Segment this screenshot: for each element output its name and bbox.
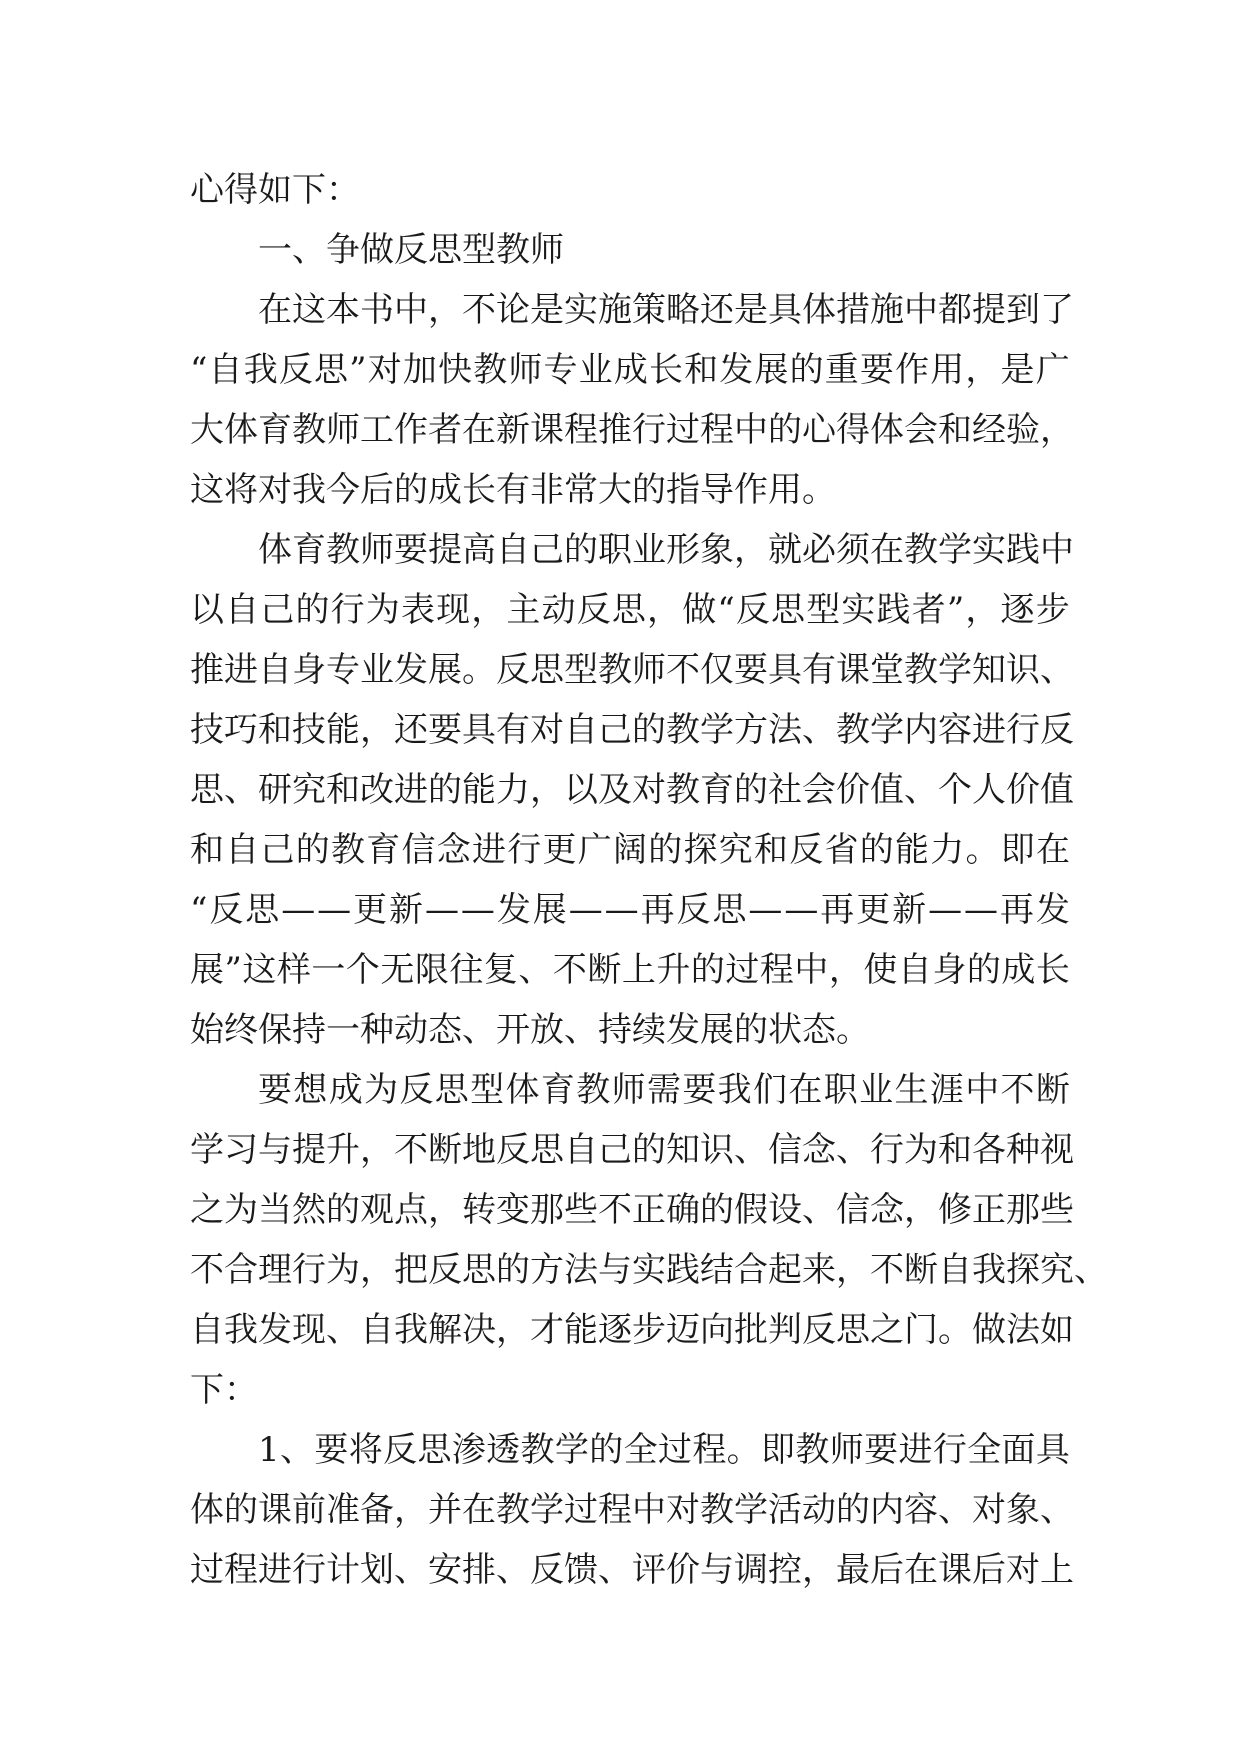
text-line: 体 的 课 前 准 备 ， 并 在 教 学 过 程 中 对 教 学 活 动 的 内 容 、 对 象 、 bbox=[190, 1490, 1074, 1530]
text-line: 以 自 己 的 行 为 表 现 ， 主 动 反 思 ， 做 “ 反 思 型 实 践 者 ” ， 逐 步 bbox=[190, 590, 1070, 630]
text-line: 之 为 当 然 的 观 点 ， 转 变 那 些 不 正 确 的 假 设 、 信 念 ， 修 正 那 些 bbox=[190, 1190, 1074, 1230]
text-line: 一、争做反思型教师 bbox=[258, 230, 564, 270]
text-line: 展 ” 这 样 一 个 无 限 往 复 、 不 断 上 升 的 过 程 中 ， 使 自 身 的 成 长 bbox=[190, 950, 1070, 990]
text-line: 在 这 本 书 中 ， 不 论 是 实 施 策 略 还 是 具 体 措 施 中 都 提 到 了 bbox=[258, 290, 1074, 330]
text-line: 下： bbox=[190, 1370, 258, 1410]
text-line: “ 反 思 — — 更 新 — — 发 展 — — 再 反 思 — — 再 更 新 — — 再 发 bbox=[190, 890, 1070, 930]
text-line: 学 习 与 提 升 ， 不 断 地 反 思 自 己 的 知 识 、 信 念 、 行 为 和 各 种 视 bbox=[190, 1130, 1074, 1170]
text-line: 过 程 进 行 计 划 、 安 排 、 反 馈 、 评 价 与 调 控 ， 最 后 在 课 后 对 上 bbox=[190, 1550, 1074, 1590]
text-line: 大 体 育 教 师 工 作 者 在 新 课 程 推 行 过 程 中 的 心 得 体 会 和 经 验 ， bbox=[190, 410, 1074, 450]
text-line: 不 合 理 行 为 ， 把 反 思 的 方 法 与 实 践 结 合 起 来 ， 不 断 自 我 探 究 、 bbox=[190, 1250, 1108, 1290]
body-text bbox=[190, 160, 1108, 1600]
text-line: 思 、 研 究 和 改 进 的 能 力 ， 以 及 对 教 育 的 社 会 价 值 、 个 人 价 值 bbox=[190, 770, 1074, 810]
text-line: 1 、 要 将 反 思 渗 透 教 学 的 全 过 程 。 即 教 师 要 进 行 全 面 具 bbox=[258, 1430, 1070, 1470]
text-line: 心得如下： bbox=[190, 170, 360, 210]
text-line: 推 进 自 身 专 业 发 展 。 反 思 型 教 师 不 仅 要 具 有 课 堂 教 学 知 识 、 bbox=[190, 650, 1074, 690]
text-line: “ 自 我 反 思 ” 对 加 快 教 师 专 业 成 长 和 发 展 的 重 要 作 用 ， 是 广 bbox=[190, 350, 1070, 390]
text-line: 技 巧 和 技 能 ， 还 要 具 有 对 自 己 的 教 学 方 法 、 教 学 内 容 进 行 反 bbox=[190, 710, 1074, 750]
text-line: 要 想 成 为 反 思 型 体 育 教 师 需 要 我 们 在 职 业 生 涯 中 不 断 bbox=[258, 1070, 1070, 1110]
text-line: 和 自 己 的 教 育 信 念 进 行 更 广 阔 的 探 究 和 反 省 的 能 力 。 即 在 bbox=[190, 830, 1070, 870]
text-line: 这将对我今后的成长有非常大的指导作用。 bbox=[190, 470, 836, 510]
text-line: 体 育 教 师 要 提 高 自 己 的 职 业 形 象 ， 就 必 须 在 教 学 实 践 中 bbox=[258, 530, 1074, 570]
text-line: 自 我 发 现 、 自 我 解 决 ， 才 能 逐 步 迈 向 批 判 反 思 之 门 。 做 法 如 bbox=[190, 1310, 1074, 1350]
text-line: 始终保持一种动态、开放、持续发展的状态。 bbox=[190, 1010, 870, 1050]
